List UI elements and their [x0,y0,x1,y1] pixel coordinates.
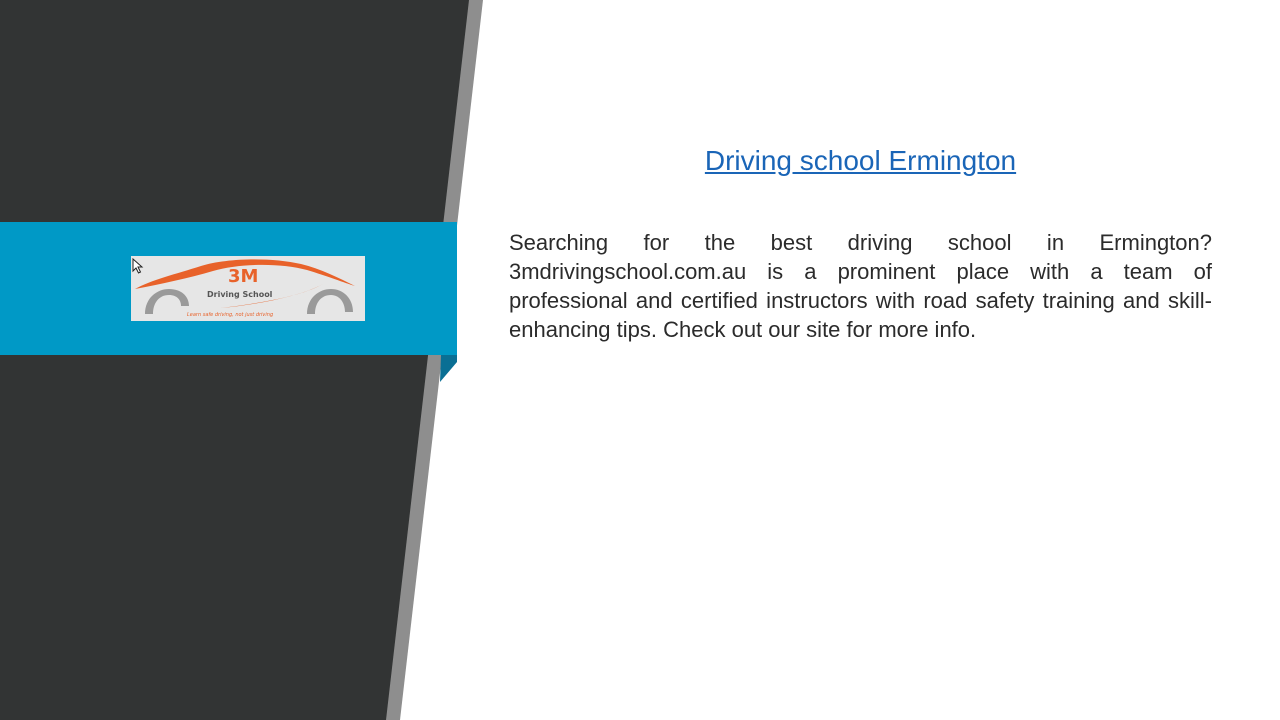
logo-brand-text: 3M [228,266,259,287]
title-link[interactable]: Driving school Ermington [704,145,1017,176]
slide-title [509,143,1212,179]
banner-fold [440,355,457,382]
company-logo [131,256,365,321]
logo-name-text: Driving School [207,290,273,299]
slide-body-text: Searching for the best driving school in Ermington? 3mdrivingschool.com.au is a prominent place with a team of professional and certified instructors with road safety training and skill-enhancing tips. Check out our site for more info. [509,230,1212,342]
logo-tagline-text: Learn safe driving, not just driving [187,312,274,318]
mouse-cursor-icon [132,258,144,274]
